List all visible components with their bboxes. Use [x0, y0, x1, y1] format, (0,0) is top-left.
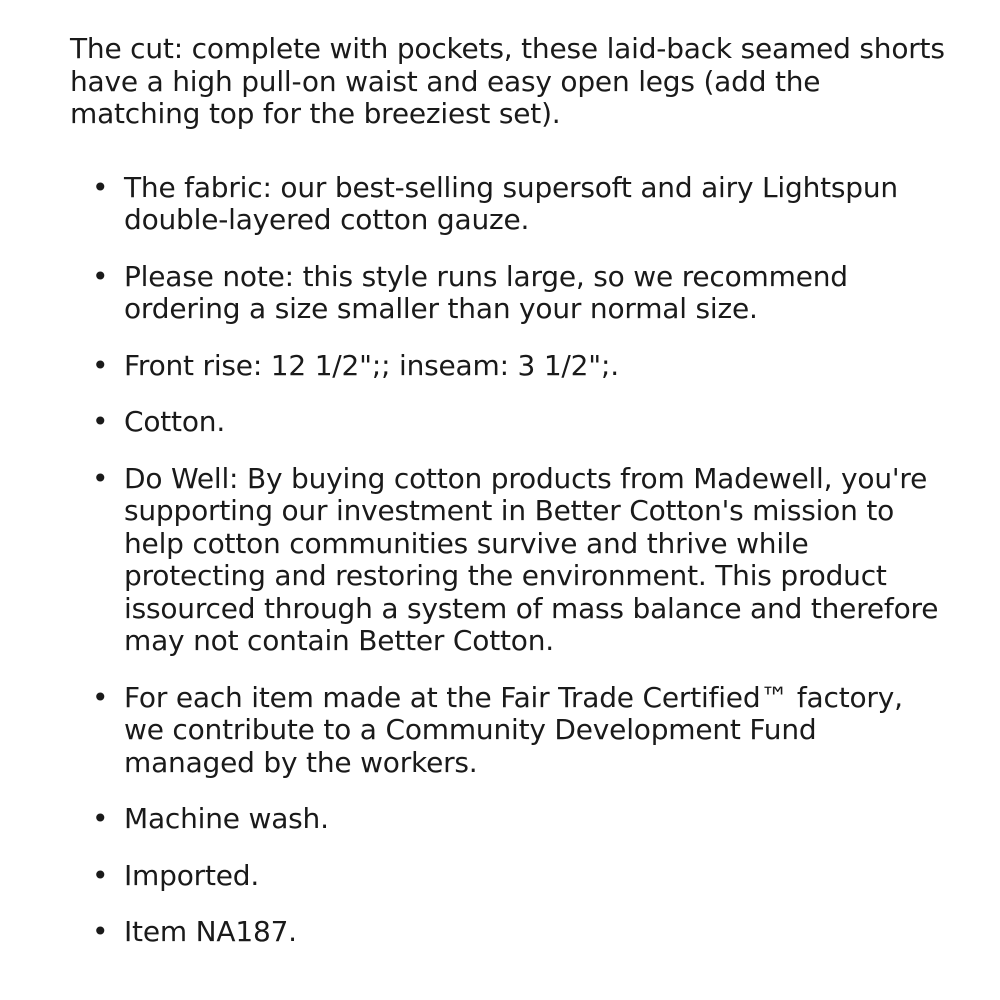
bullet-icon: •: [92, 259, 109, 293]
list-item: [70, 172, 950, 237]
bullet-icon: •: [92, 170, 109, 204]
list-item: [70, 916, 950, 949]
bullet-icon: •: [92, 802, 109, 835]
list-item: [70, 803, 950, 836]
list-item-text: The fabric: our best-selling supersoft and airy Lightspun double-layered cotton gauze.: [124, 170, 898, 236]
bullet-icon: •: [92, 348, 109, 382]
list-item-text: Imported.: [124, 858, 260, 892]
list-item: [70, 350, 950, 383]
intro-paragraph: The cut: complete with pockets, these laid-back seamed shorts have a high pull-on waist and easy open legs (add the matching top for the breeziest set).: [70, 32, 945, 130]
list-item: [70, 860, 950, 893]
list-item: [70, 261, 950, 326]
bullet-icon: •: [92, 915, 109, 948]
bullet-icon: •: [92, 405, 109, 438]
list-item: [70, 463, 950, 658]
details-list: [70, 172, 950, 949]
product-description: [70, 33, 950, 949]
bullet-icon: •: [92, 461, 109, 495]
list-item-text: Cotton.: [124, 405, 226, 438]
bullet-icon: •: [92, 680, 109, 714]
list-item-text: Item NA187.: [124, 915, 297, 948]
bullet-icon: •: [92, 858, 109, 892]
list-item-text: Front rise: 12 1/2";; inseam: 3 1/2";.: [124, 348, 619, 382]
list-item-text: Please note: this style runs large, so we recommend ordering a size smaller than your normal size.: [124, 259, 848, 325]
list-item: [70, 682, 950, 780]
list-item-text: For each item made at the Fair Trade Certified™ factory, we contribute to a Community Development Fund managed by the workers.: [124, 680, 903, 779]
list-item: [70, 406, 950, 439]
list-item-text: Do Well: By buying cotton products from Madewell, you're supporting our investment in Better Cotton's mission to help cotton communities survive and thrive while protecting and restoring the environment. This product issourced through a system of mass balance and therefore may not contain Better Cotton.: [124, 461, 939, 657]
list-item-text: Machine wash.: [124, 802, 329, 835]
